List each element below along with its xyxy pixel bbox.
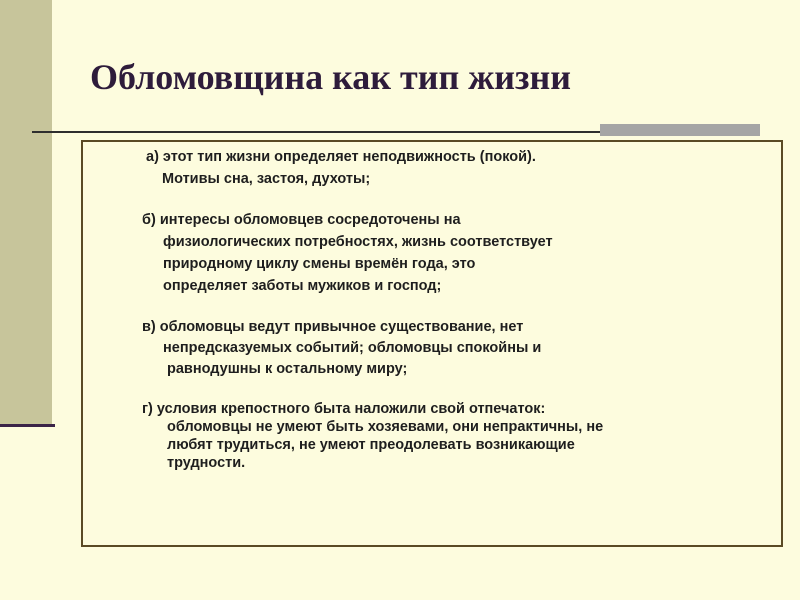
paragraph-b-line-1: б) интересы обломовцев сосредоточены на	[142, 212, 461, 228]
decorative-side-bar	[0, 0, 52, 427]
paragraph-a-line-1: а) этот тип жизни определяет неподвижность (покой).	[146, 149, 536, 165]
title-divider-accent	[600, 124, 760, 136]
paragraph-b-line-3: природному циклу смены времён года, это	[163, 256, 476, 272]
paragraph-b	[142, 209, 553, 297]
paragraph-c-line-1: в) обломовцы ведут привычное существование, нет	[142, 319, 524, 335]
paragraph-b-line-4: определяет заботы мужиков и господ;	[163, 278, 442, 294]
paragraph-a	[146, 146, 536, 190]
decorative-side-bar-underline	[0, 424, 55, 427]
paragraph-c	[142, 317, 541, 380]
paragraph-d-line-2: обломовцы не умеют быть хозяевами, они непрактичны, не	[167, 419, 604, 435]
paragraph-d	[142, 400, 603, 472]
paragraph-a-line-2: Мотивы сна, застоя, духоты;	[162, 171, 371, 187]
paragraph-c-line-2: непредсказуемых событий; обломовцы спокойны и	[163, 340, 542, 356]
paragraph-c-line-3: равнодушны к остальному миру;	[167, 361, 408, 377]
paragraph-d-line-1: г) условия крепостного быта наложили свой отпечаток:	[142, 401, 546, 417]
paragraph-b-line-2: физиологических потребностях, жизнь соответствует	[163, 234, 553, 250]
paragraph-d-line-4: трудности.	[167, 455, 246, 471]
paragraph-d-line-3: любят трудиться, не умеют преодолевать возникающие	[167, 437, 575, 453]
slide-title: Обломовщина как тип жизни	[90, 57, 571, 97]
